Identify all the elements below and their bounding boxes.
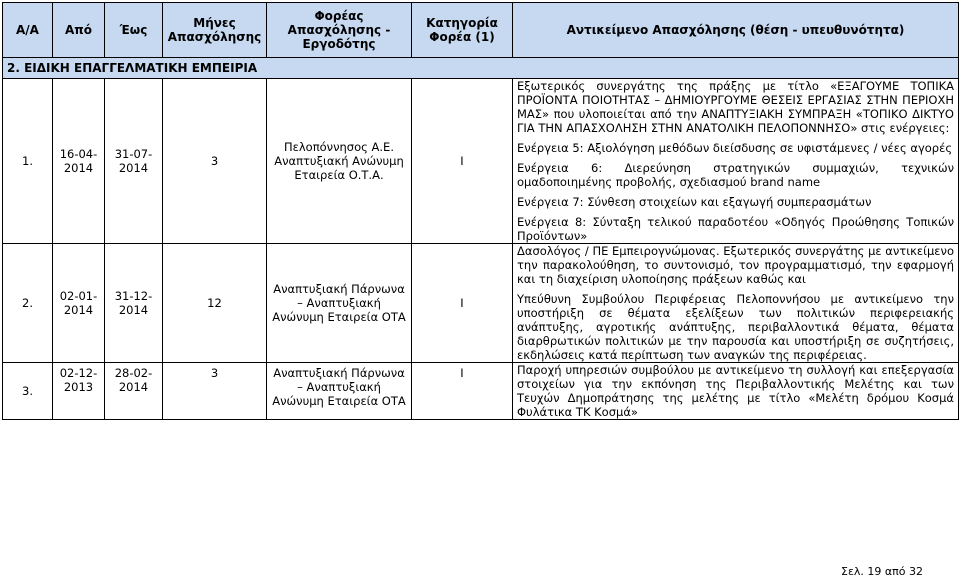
header-aa: Α/Α <box>3 3 53 58</box>
experience-table <box>2 2 959 420</box>
row-employer: Αναπτυξιακή Πάρνωνα – Αναπτυξιακή Ανώνυμη Εταιρεία ΟΤΑ <box>267 244 412 363</box>
row-to: 28-02-2014 <box>105 363 163 420</box>
description-paragraph: Υπεύθυνη Συμβούλου Περιφέρειας Πελοποννήσου με αντικείμενο την υποστήριξη σε θέματα εξελίξεων των πολιτικών περιφερειακής ανάπτυξης, αγροτικής ανάπτυξης, περιβαλλοντικά θέματα, θέματα διαρθρωτικών πολιτικών με την παρουσία και υποστήριξη σε συζητήσεις, εκδηλώσεις κατά περίπτωση των αναγκών της περιφέρειας. <box>517 292 954 362</box>
row-description <box>513 79 959 244</box>
description-paragraph: Ενέργεια 8: Σύνταξη τελικού παραδοτέου «Οδηγός Προώθησης Τοπικών Προϊόντων» <box>517 215 954 243</box>
description-paragraph: Ενέργεια 7: Σύνθεση στοιχείων και εξαγωγή συμπερασμάτων <box>517 195 872 209</box>
row-category: Ι <box>412 363 513 420</box>
row-months: 12 <box>163 244 267 363</box>
description-paragraph: Ενέργεια 6: Διερεύνηση στρατηγικών συμμαχιών, τεχνικών ομαδοποιημένης προβολής, σχεδιασμού brand name <box>517 161 954 189</box>
row-aa: 2. <box>3 244 53 363</box>
description-paragraph: Παροχή υπηρεσιών συμβούλου με αντικείμενο τη συλλογή και επεξεργασία στοιχείων για την εκπόνηση της Περιβαλλοντικής Μελέτης και των Τευχών Δημοπράτησης της μελέτης με τίτλο «Μελέτη δρόμου Κοσμά Φυλάτικα ΤΚ Κοσμά» <box>517 363 954 419</box>
row-to: 31-07-2014 <box>105 79 163 244</box>
row-aa: 3. <box>3 363 53 420</box>
header-employer: Φορέας Απασχόλησης - Εργοδότης <box>267 3 412 58</box>
section-title: 2. ΕΙΔΙΚΗ ΕΠΑΓΓΕΛΜΑΤΙΚΗ ΕΜΠΕΙΡΙΑ <box>3 58 959 79</box>
row-employer: Πελοπόννησος Α.Ε. Αναπτυξιακή Ανώνυμη Εταιρεία Ο.Τ.Α. <box>267 79 412 244</box>
row-category: Ι <box>412 244 513 363</box>
row-description <box>513 244 959 363</box>
header-row <box>3 3 959 58</box>
table-row <box>3 79 959 244</box>
row-from: 02-12-2013 <box>53 363 105 420</box>
row-aa: 1. <box>3 79 53 244</box>
description-paragraph: Δασολόγος / ΠΕ Εμπειρογνώμονας. Εξωτερικός συνεργάτης με αντικείμενο την παρακολούθηση, το συντονισμό, τον προγραμματισμό, την εφαρμογή και τη διαχείριση υλοποίησης πράξεων καθώς και <box>517 244 954 286</box>
row-from: 02-01-2014 <box>53 244 105 363</box>
description-paragraph: Εξωτερικός συνεργάτης της πράξης με τίτλο «ΕΞΑΓΟΥΜΕ ΤΟΠΙΚΑ ΠΡΟΪΟΝΤΑ ΠΟΙΟΤΗΤΑΣ – ΔΗΜΙΟΥΡΓΟΥΜΕ ΘΕΣΕΙΣ ΕΡΓΑΣΙΑΣ ΣΤΗΝ ΠΕΡΙΟΧΗ ΜΑΣ» που υλοποιείται από την ΑΝΑΠΤΥΞΙΑΚΗ ΣΥΜΠΡΑΞΗ «ΤΟΠΙΚΟ ΔΙΚΤΥΟ ΓΙΑ ΤΗΝ ΑΠΑΣΧΟΛΗΣΗ ΣΤΗΝ ΑΝΑΤΟΛΙΚΗ ΠΕΛΟΠΟΝΝΗΣΟ» στις ενέργειες: <box>517 79 954 135</box>
header-months: Μήνες Απασχόλησης <box>163 3 267 58</box>
row-employer: Αναπτυξιακή Πάρνωνα – Αναπτυξιακή Ανώνυμη Εταιρεία ΟΤΑ <box>267 363 412 420</box>
row-to: 31-12-2014 <box>105 244 163 363</box>
row-category: Ι <box>412 79 513 244</box>
header-to: Έως <box>105 3 163 58</box>
header-object: Αντικείμενο Απασχόλησης (θέση - υπευθυνότητα) <box>513 3 959 58</box>
table-row <box>3 244 959 363</box>
section-row <box>3 58 959 79</box>
description-paragraph: Ενέργεια 5: Αξιολόγηση μεθόδων διείσδυσης σε υφιστάμενες / νέες αγορές <box>517 141 953 155</box>
header-from: Από <box>53 3 105 58</box>
row-description <box>513 363 959 420</box>
table-row <box>3 363 959 420</box>
row-from: 16-04-2014 <box>53 79 105 244</box>
row-months: 3 <box>163 79 267 244</box>
row-months: 3 <box>163 363 267 420</box>
header-category: Κατηγορία Φορέα (1) <box>412 3 513 58</box>
page-number: Σελ. 19 από 32 <box>841 565 923 578</box>
